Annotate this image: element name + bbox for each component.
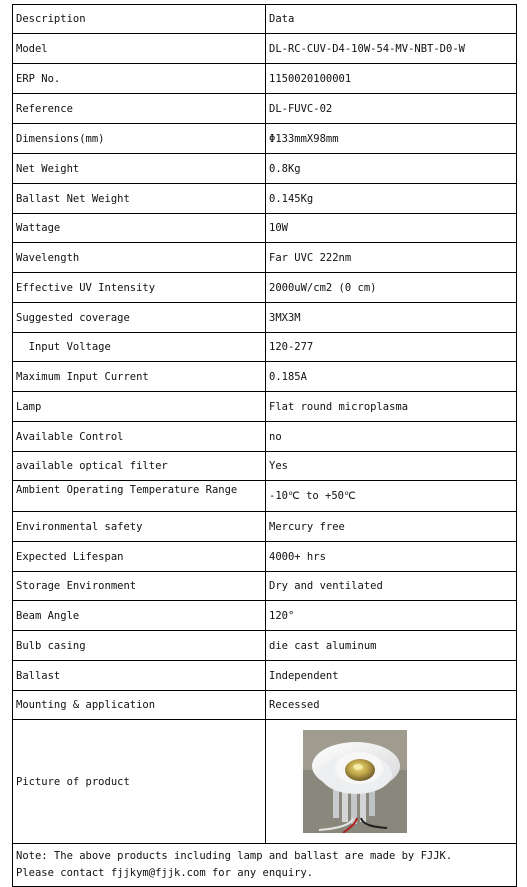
product-photo bbox=[303, 730, 407, 833]
row-value: 1150020100001 bbox=[266, 64, 517, 93]
row-value: Far UVC 222nm bbox=[266, 243, 517, 272]
row-label: Ballast bbox=[13, 661, 266, 690]
picture-cell bbox=[266, 720, 517, 843]
row-value: DL-FUVC-02 bbox=[266, 94, 517, 123]
row-label: Suggested coverage bbox=[13, 303, 266, 332]
downlight-image bbox=[303, 730, 407, 833]
spec-table bbox=[12, 4, 517, 887]
row-value: Mercury free bbox=[266, 512, 517, 541]
row-value: die cast aluminum bbox=[266, 631, 517, 660]
table-row bbox=[13, 422, 517, 452]
row-label: Available Control bbox=[13, 422, 266, 451]
table-header-row bbox=[13, 5, 517, 34]
note-row bbox=[13, 844, 517, 887]
row-value: Φ133mmX98mm bbox=[266, 124, 517, 153]
table-row bbox=[13, 572, 517, 601]
row-label: Reference bbox=[13, 94, 266, 123]
table-row bbox=[13, 691, 517, 720]
table-row bbox=[13, 631, 517, 661]
row-label: Environmental safety bbox=[13, 512, 266, 541]
row-value: 120-277 bbox=[266, 333, 517, 361]
row-label: Wattage bbox=[13, 214, 266, 242]
table-row bbox=[13, 124, 517, 154]
table-row bbox=[13, 601, 517, 631]
row-value: 2000uW/cm2 (0 cm) bbox=[266, 273, 517, 302]
table-row bbox=[13, 273, 517, 303]
picture-label: Picture of product bbox=[13, 720, 266, 843]
table-row bbox=[13, 512, 517, 542]
row-label: Input Voltage bbox=[13, 333, 266, 361]
row-value: 0.185A bbox=[266, 362, 517, 391]
table-row bbox=[13, 452, 517, 481]
row-value: 0.145Kg bbox=[266, 184, 517, 213]
row-label: Dimensions(mm) bbox=[13, 124, 266, 153]
row-value: 10W bbox=[266, 214, 517, 242]
row-value: DL-RC-CUV-D4-10W-54-MV-NBT-D0-W bbox=[266, 34, 517, 63]
row-value: -10℃ to +50℃ bbox=[266, 481, 517, 511]
table-row bbox=[13, 243, 517, 273]
row-label: Net Weight bbox=[13, 154, 266, 183]
row-value: Yes bbox=[266, 452, 517, 480]
row-label: Ballast Net Weight bbox=[13, 184, 266, 213]
table-row bbox=[13, 542, 517, 572]
table-row bbox=[13, 303, 517, 333]
row-label: Mounting & application bbox=[13, 691, 266, 719]
row-label: Maximum Input Current bbox=[13, 362, 266, 391]
table-row bbox=[13, 64, 517, 94]
row-label: Model bbox=[13, 34, 266, 63]
row-label: Effective UV Intensity bbox=[13, 273, 266, 302]
table-row bbox=[13, 392, 517, 422]
product-picture-row bbox=[13, 720, 517, 844]
row-value: Flat round microplasma bbox=[266, 392, 517, 421]
note-line-2: Please contact fjjkym@fjjk.com for any enquiry. bbox=[16, 867, 314, 879]
row-label: available optical filter bbox=[13, 452, 266, 480]
table-row bbox=[13, 34, 517, 64]
table-row bbox=[13, 661, 517, 691]
row-value: Independent bbox=[266, 661, 517, 690]
row-value: 4000+ hrs bbox=[266, 542, 517, 571]
note-text bbox=[13, 844, 517, 886]
row-label: Bulb casing bbox=[13, 631, 266, 660]
row-value: Recessed bbox=[266, 691, 517, 719]
row-value: Dry and ventilated bbox=[266, 572, 517, 600]
table-row bbox=[13, 362, 517, 392]
row-value: 0.8Kg bbox=[266, 154, 517, 183]
row-label: Beam Angle bbox=[13, 601, 266, 630]
row-value: 120° bbox=[266, 601, 517, 630]
table-row bbox=[13, 154, 517, 184]
row-label: Wavelength bbox=[13, 243, 266, 272]
row-label: Ambient Operating Temperature Range bbox=[13, 481, 266, 511]
table-row bbox=[13, 333, 517, 362]
row-label: ERP No. bbox=[13, 64, 266, 93]
header-data: Data bbox=[266, 5, 517, 33]
row-label: Lamp bbox=[13, 392, 266, 421]
table-row bbox=[13, 184, 517, 214]
row-value: 3MX3M bbox=[266, 303, 517, 332]
row-label: Storage Environment bbox=[13, 572, 266, 600]
note-line-1: Note: The above products including lamp and ballast are made by FJJK. bbox=[16, 850, 453, 862]
header-description: Description bbox=[13, 5, 266, 33]
table-row bbox=[13, 94, 517, 124]
row-value: no bbox=[266, 422, 517, 451]
table-row bbox=[13, 214, 517, 243]
row-label: Expected Lifespan bbox=[13, 542, 266, 571]
table-row bbox=[13, 481, 517, 512]
